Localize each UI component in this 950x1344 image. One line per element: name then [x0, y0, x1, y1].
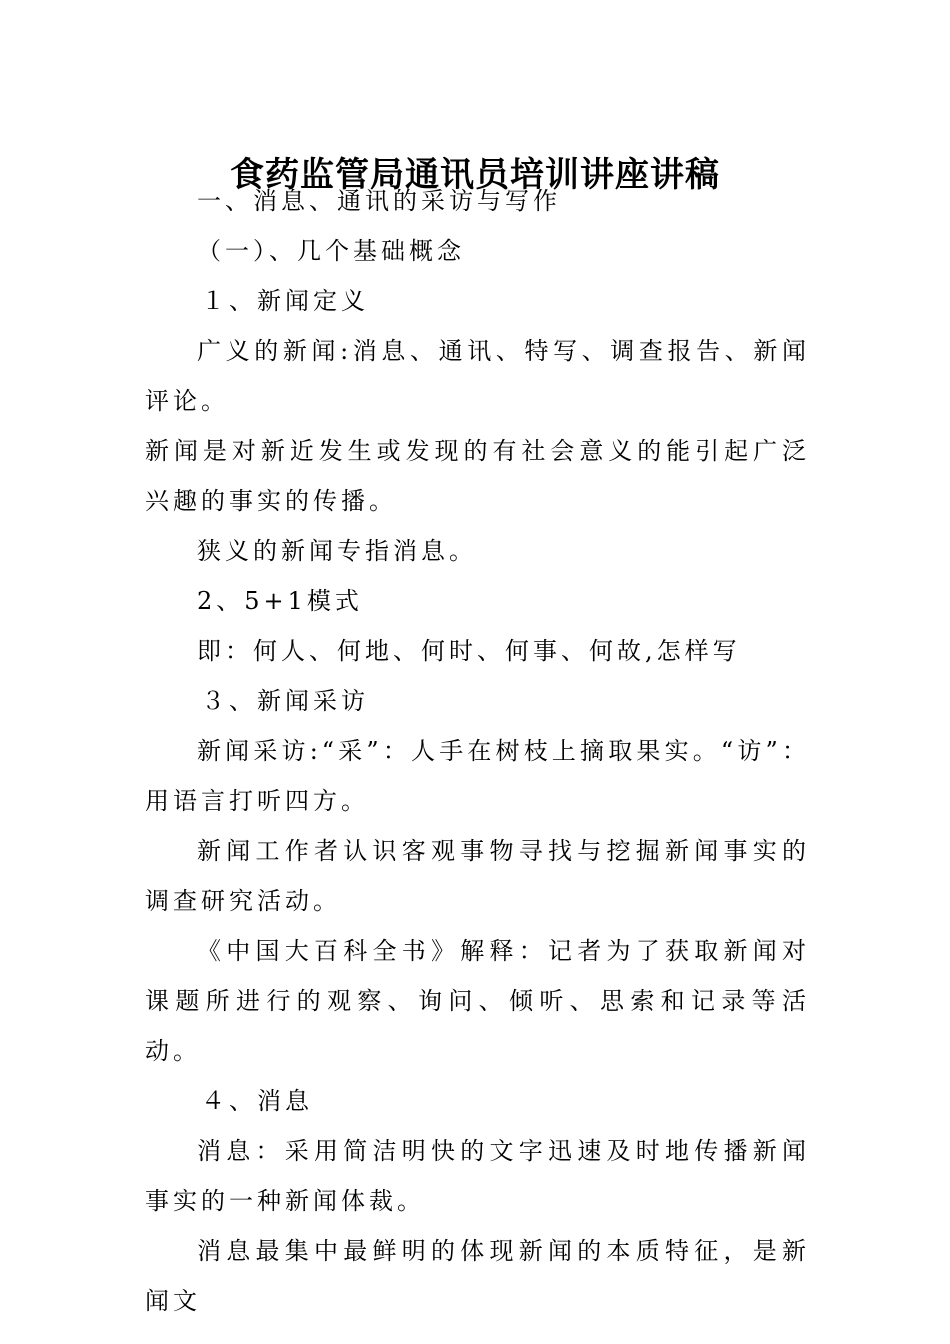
paragraph-message-feature: 消息最集中最鲜明的体现新闻的本质特征，是新闻文 [145, 1237, 810, 1315]
item-heading-4: ４、消息 [201, 1087, 313, 1115]
paragraph-message-definition: 消息：采用简洁明快的文字迅速及时地传播新闻事实的一种新闻体裁。 [145, 1137, 810, 1215]
paragraph-news-definition: 新闻是对新近发生或发现的有社会意义的能引起广泛兴趣的事实的传播。 [145, 437, 810, 515]
paragraph-broad-news: 广义的新闻:消息、通讯、特写、调查报告、新闻评论。 [145, 337, 810, 415]
document-title: 食药监管局通讯员培训讲座讲稿 [230, 154, 720, 195]
item-heading-1: １、新闻定义 [201, 287, 369, 315]
paragraph-5w1h: 即：何人、何地、何时、何事、何故,怎样写 [197, 637, 741, 665]
item-heading-3: ３、新闻采访 [201, 687, 369, 715]
document-body [145, 176, 810, 1326]
item-heading-2: 2、5+1模式 [197, 587, 363, 615]
section-heading-1: 一、消息、通讯的采访与写作 [197, 187, 561, 215]
paragraph-encyclopedia: 《中国大百科全书》解释：记者为了获取新闻对课题所进行的观察、询问、倾听、思索和记录等活动。 [145, 937, 810, 1065]
paragraph-interview-definition: 新闻工作者认识客观事物寻找与挖掘新闻事实的调查研究活动。 [145, 837, 810, 915]
subsection-heading-1: （一）、几个基础概念 [197, 237, 465, 265]
paragraph-interview-meaning: 新闻采访:“采”：人手在树枝上摘取果实。“访”：用语言打听四方。 [145, 737, 810, 815]
paragraph-narrow-news: 狭义的新闻专指消息。 [197, 537, 477, 565]
